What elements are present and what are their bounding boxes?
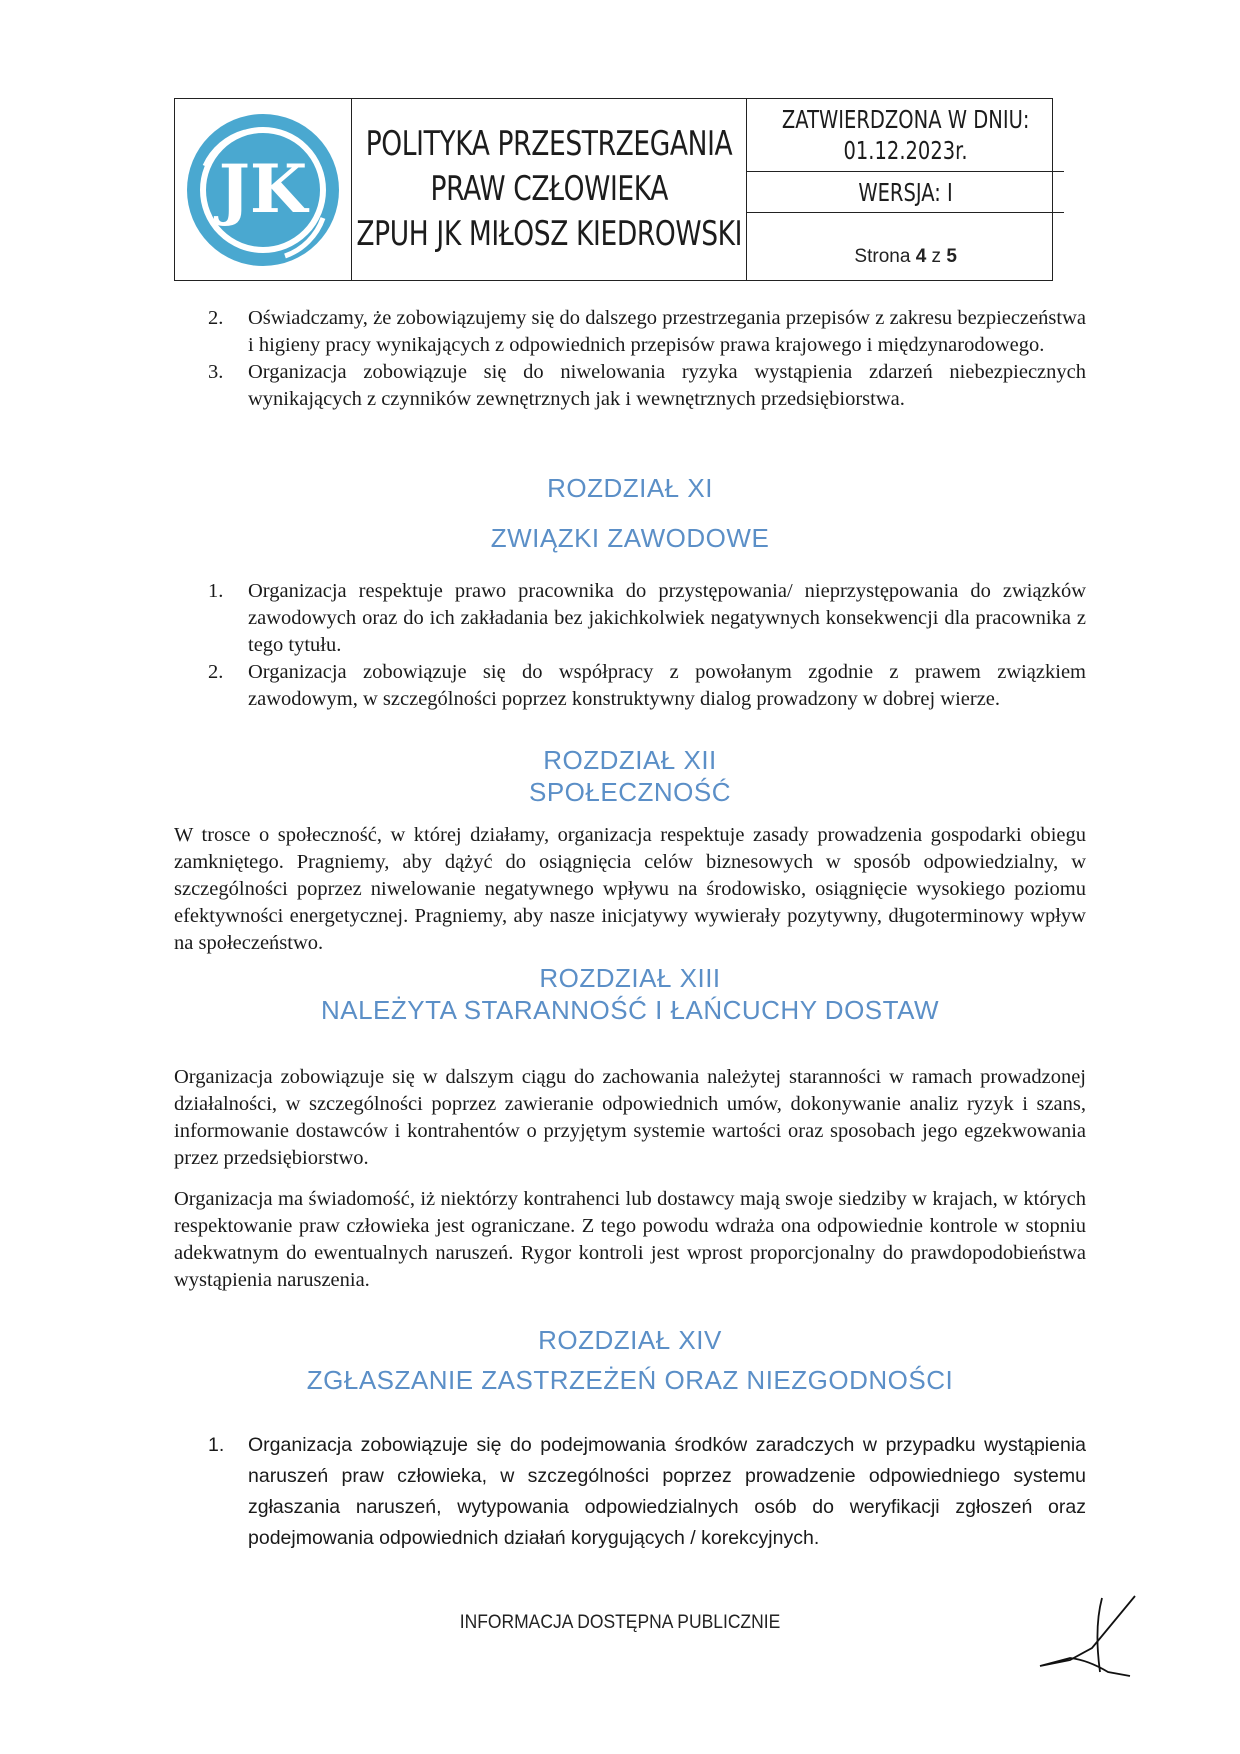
logo-cell	[175, 99, 352, 280]
title-cell	[352, 99, 747, 280]
logo-text: JK	[218, 149, 308, 228]
signature-mark	[1030, 1588, 1150, 1678]
chapter-13-body	[174, 1064, 1086, 1294]
chapter-14	[174, 1322, 1086, 1398]
paragraph: Organizacja ma świadomość, iż niektórzy kontrahenci lub dostawcy mają swoje siedziby w krajach, w których respektowanie praw człowieka jest ograniczane. Z tego powodu wdraża ona odpowiednie kontrole w stopniu adekwatnym do ewentualnych naruszeń. Rygor kontroli jest wprost proporcjonalny do prawdopodobieństwa wystąpienia naruszenia.	[174, 1188, 1086, 1291]
chapter-11-list	[174, 578, 1086, 713]
version-row	[747, 172, 1064, 213]
chapter-number: ROZDZIAŁ XIII	[539, 963, 721, 993]
list-item: 2. Oświadczamy, że zobowiązujemy się do dalszego przestrzegania przepisów z zakresu bezpieczeństwa i higieny pracy wynikających z odpowiednich przepisów prawa krajowego i międzynarodowego.	[208, 307, 1086, 356]
chapter-12	[174, 742, 1086, 810]
chapter-title: ZGŁASZANIE ZASTRZEŻEŃ ORAZ NIEZGODNOŚCI	[306, 1365, 954, 1395]
chapter-title: SPOŁECZNOŚĆ	[529, 777, 731, 807]
footer-notice: INFORMACJA DOSTĘPNA PUBLICZNIE	[459, 1612, 781, 1633]
paragraph: W trosce o społeczność, w której działamy, organizacja respektuje zasady prowadzenia gospodarki obiegu zamkniętego. Pragniemy, aby dążyć do osiągnięcia celów biznesowych w sposób odpowiedzialny, w szczególności poprzez niwelowanie negatywnego wpływu na środowisko, osiągnięcie wysokiego poziomu efektywności energetycznej. Pragniemy, aby nasze inicjatywy wywierały pozytywny, długoterminowy wpływ na społeczeństwo.	[174, 824, 1086, 954]
chapter-12-body	[174, 822, 1086, 957]
chapter-13	[174, 960, 1086, 1028]
chapter-number: ROZDZIAŁ XII	[543, 745, 717, 775]
document-header	[174, 98, 1053, 281]
list-item: 3. Organizacja zobowiązuje się do niwelowania ryzyka wystąpienia zdarzeń niebezpiecznych wynikających z czynników zewnętrznych jak i wewnętrznych przedsiębiorstwa.	[208, 361, 1086, 410]
chapter-number: ROZDZIAŁ XI	[547, 473, 713, 503]
page-number: Strona 4 z 5	[854, 246, 957, 267]
chapter-number: ROZDZIAŁ XIV	[538, 1325, 722, 1355]
chapter-title: NALEŻYTA STARANNOŚĆ I ŁAŃCUCHY DOSTAW	[320, 995, 940, 1025]
list-item: 1. Organizacja zobowiązuje się do podejmowania środków zaradczych w przypadku wystąpienia naruszeń praw człowieka, w szczególności poprzez prowadzenie odpowiedniego systemu zgłaszania naruszeń, wytypowania odpowiedzialnych osób do weryfikacji zgłoszeń oraz podejmowania odpowiednich działań korygujących / korekcyjnych.	[208, 1434, 1086, 1549]
approved-date: 01.12.2023r.	[843, 136, 968, 165]
intro-section	[174, 305, 1086, 413]
intro-list	[174, 305, 1086, 413]
paragraph: Organizacja zobowiązuje się w dalszym ciągu do zachowania należytej staranności w ramach prowadzonej działalności, w szczególności poprzez zawieranie odpowiednich umów, dokonywanie analiz ryzyk i szans, informowanie dostawców i kontrahentów o przyjętym systemie wartości oraz sposobach jego egzekwowania przez przedsiębiorstwo.	[174, 1066, 1086, 1169]
list-item: 2. Organizacja zobowiązuje się do współpracy z powołanym zgodnie z prawem związkiem zawodowym, w szczególności poprzez konstruktywny dialog prowadzony w dobrej wierze.	[208, 661, 1086, 710]
chapter-14-list	[174, 1430, 1086, 1554]
company-logo	[175, 106, 351, 274]
list-item: 1. Organizacja respektuje prawo pracownika do przystępowania/ nieprzystępowania do związków zawodowych oraz do ich zakładania bez jakichkolwiek negatywnych konsekwencji dla pracownika z tego tytułu.	[208, 580, 1086, 656]
chapter-11-body	[174, 578, 1086, 713]
version-label: WERSJA: I	[858, 177, 953, 207]
chapter-title: ZWIĄZKI ZAWODOWE	[490, 523, 770, 553]
page-row	[747, 213, 1064, 280]
approved-label: ZATWIERDZONA W DNIU:	[781, 105, 1030, 134]
doc-title-line-1: POLITYKA PRZESTRZEGANIA	[365, 124, 733, 164]
doc-title-line-2: PRAW CZŁOWIEKA	[430, 169, 668, 209]
doc-title-line-3: ZPUH JK MIŁOSZ KIEDROWSKI	[356, 214, 742, 254]
chapter-14-body	[174, 1430, 1086, 1554]
chapter-11	[174, 470, 1086, 556]
approval-row	[747, 99, 1064, 172]
meta-cell	[747, 99, 1064, 280]
